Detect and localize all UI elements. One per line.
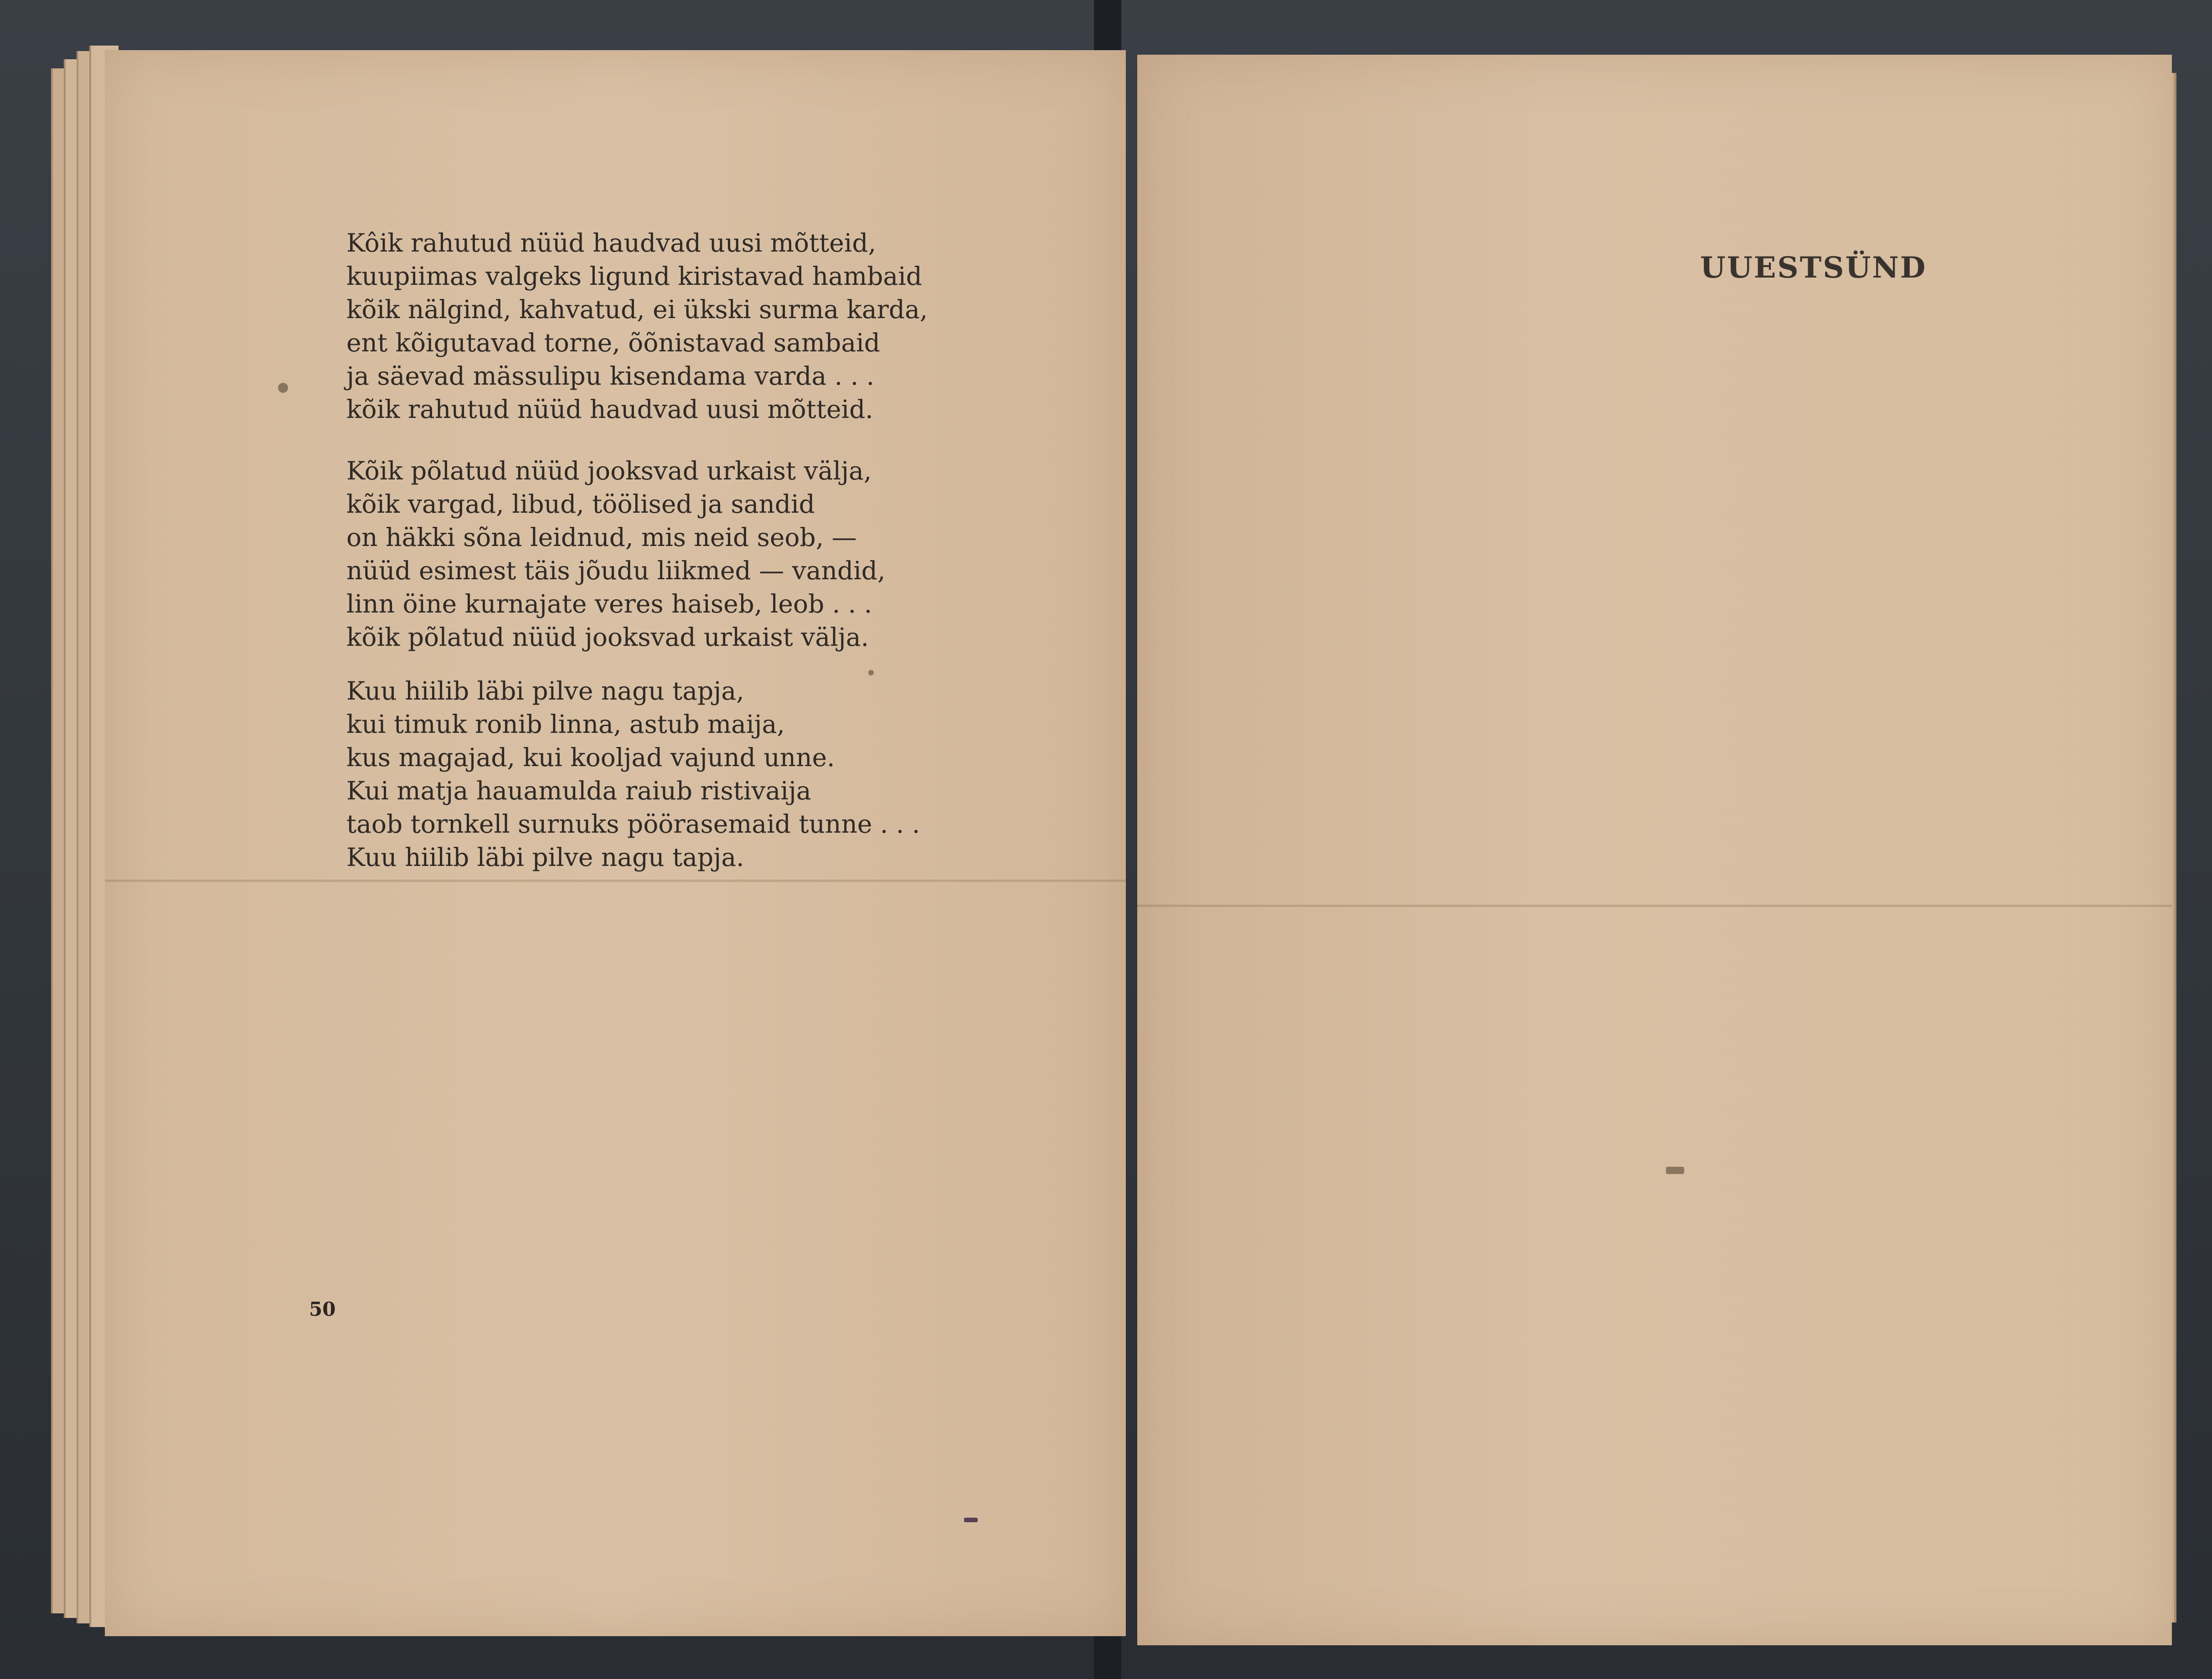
poem-line: Kui matja hauamulda raiub ristivaija (346, 776, 811, 805)
paper-speck (868, 670, 874, 675)
poem-line: Kôik rahutud nüüd haudvad uusi mõtteid, (346, 228, 877, 258)
poem-line: taob tornkell surnuks pöörasemaid tunne . . . (346, 809, 920, 839)
poem-line: kui timuk ronib linna, astub maija, (346, 710, 785, 739)
poem-line: linn öine kurnajate veres haiseb, leob . . . (346, 589, 872, 618)
poem-line: ent kõigutavad torne, õõnistavad sambaid (346, 328, 880, 357)
poem-line: kuupiimas valgeks ligund kiristavad hambaid (346, 262, 923, 291)
paper-speck (964, 1518, 978, 1522)
poem-line: Kuu hiilib läbi pilve nagu tapja. (346, 843, 744, 872)
page-number: 50 (309, 1298, 336, 1320)
poem-line: ja säevad mässulipu kisendama varda . . . (346, 361, 875, 391)
paper-speck (278, 383, 288, 393)
poem-line: kõik rahutud nüüd haudvad uusi mõtteid. (346, 395, 873, 424)
poem-line: kõik vargad, libud, töölised ja sandid (346, 489, 815, 519)
poem-line: kõik nälgind, kahvatud, ei ükski surma karda, (346, 295, 928, 324)
poem-line: nüüd esimest täis jõudu liikmed — vandid, (346, 556, 886, 585)
poem-line: kõik põlatud nüüd jooksvad urkaist välja. (346, 623, 869, 652)
poem-stanza-1 (346, 227, 1030, 426)
poem-line: Kõik põlatud nüüd jooksvad urkaist välja, (346, 456, 872, 485)
poem-line: Kuu hiilib läbi pilve nagu tapja, (346, 676, 744, 706)
right-page (1137, 55, 2172, 1645)
poem-line: on häkki sõna leidnud, mis neid seob, — (346, 523, 857, 552)
poem-line: kus magajad, kui kooljad vajund unne. (346, 743, 835, 772)
poem-stanza-3 (346, 675, 1030, 874)
page-fold-crease (1137, 905, 2172, 907)
chapter-title: UUESTSÜND (1700, 251, 1927, 285)
page-fold-crease (105, 880, 1126, 882)
paper-speck (1666, 1167, 1684, 1174)
poem-stanza-2 (346, 454, 1030, 654)
